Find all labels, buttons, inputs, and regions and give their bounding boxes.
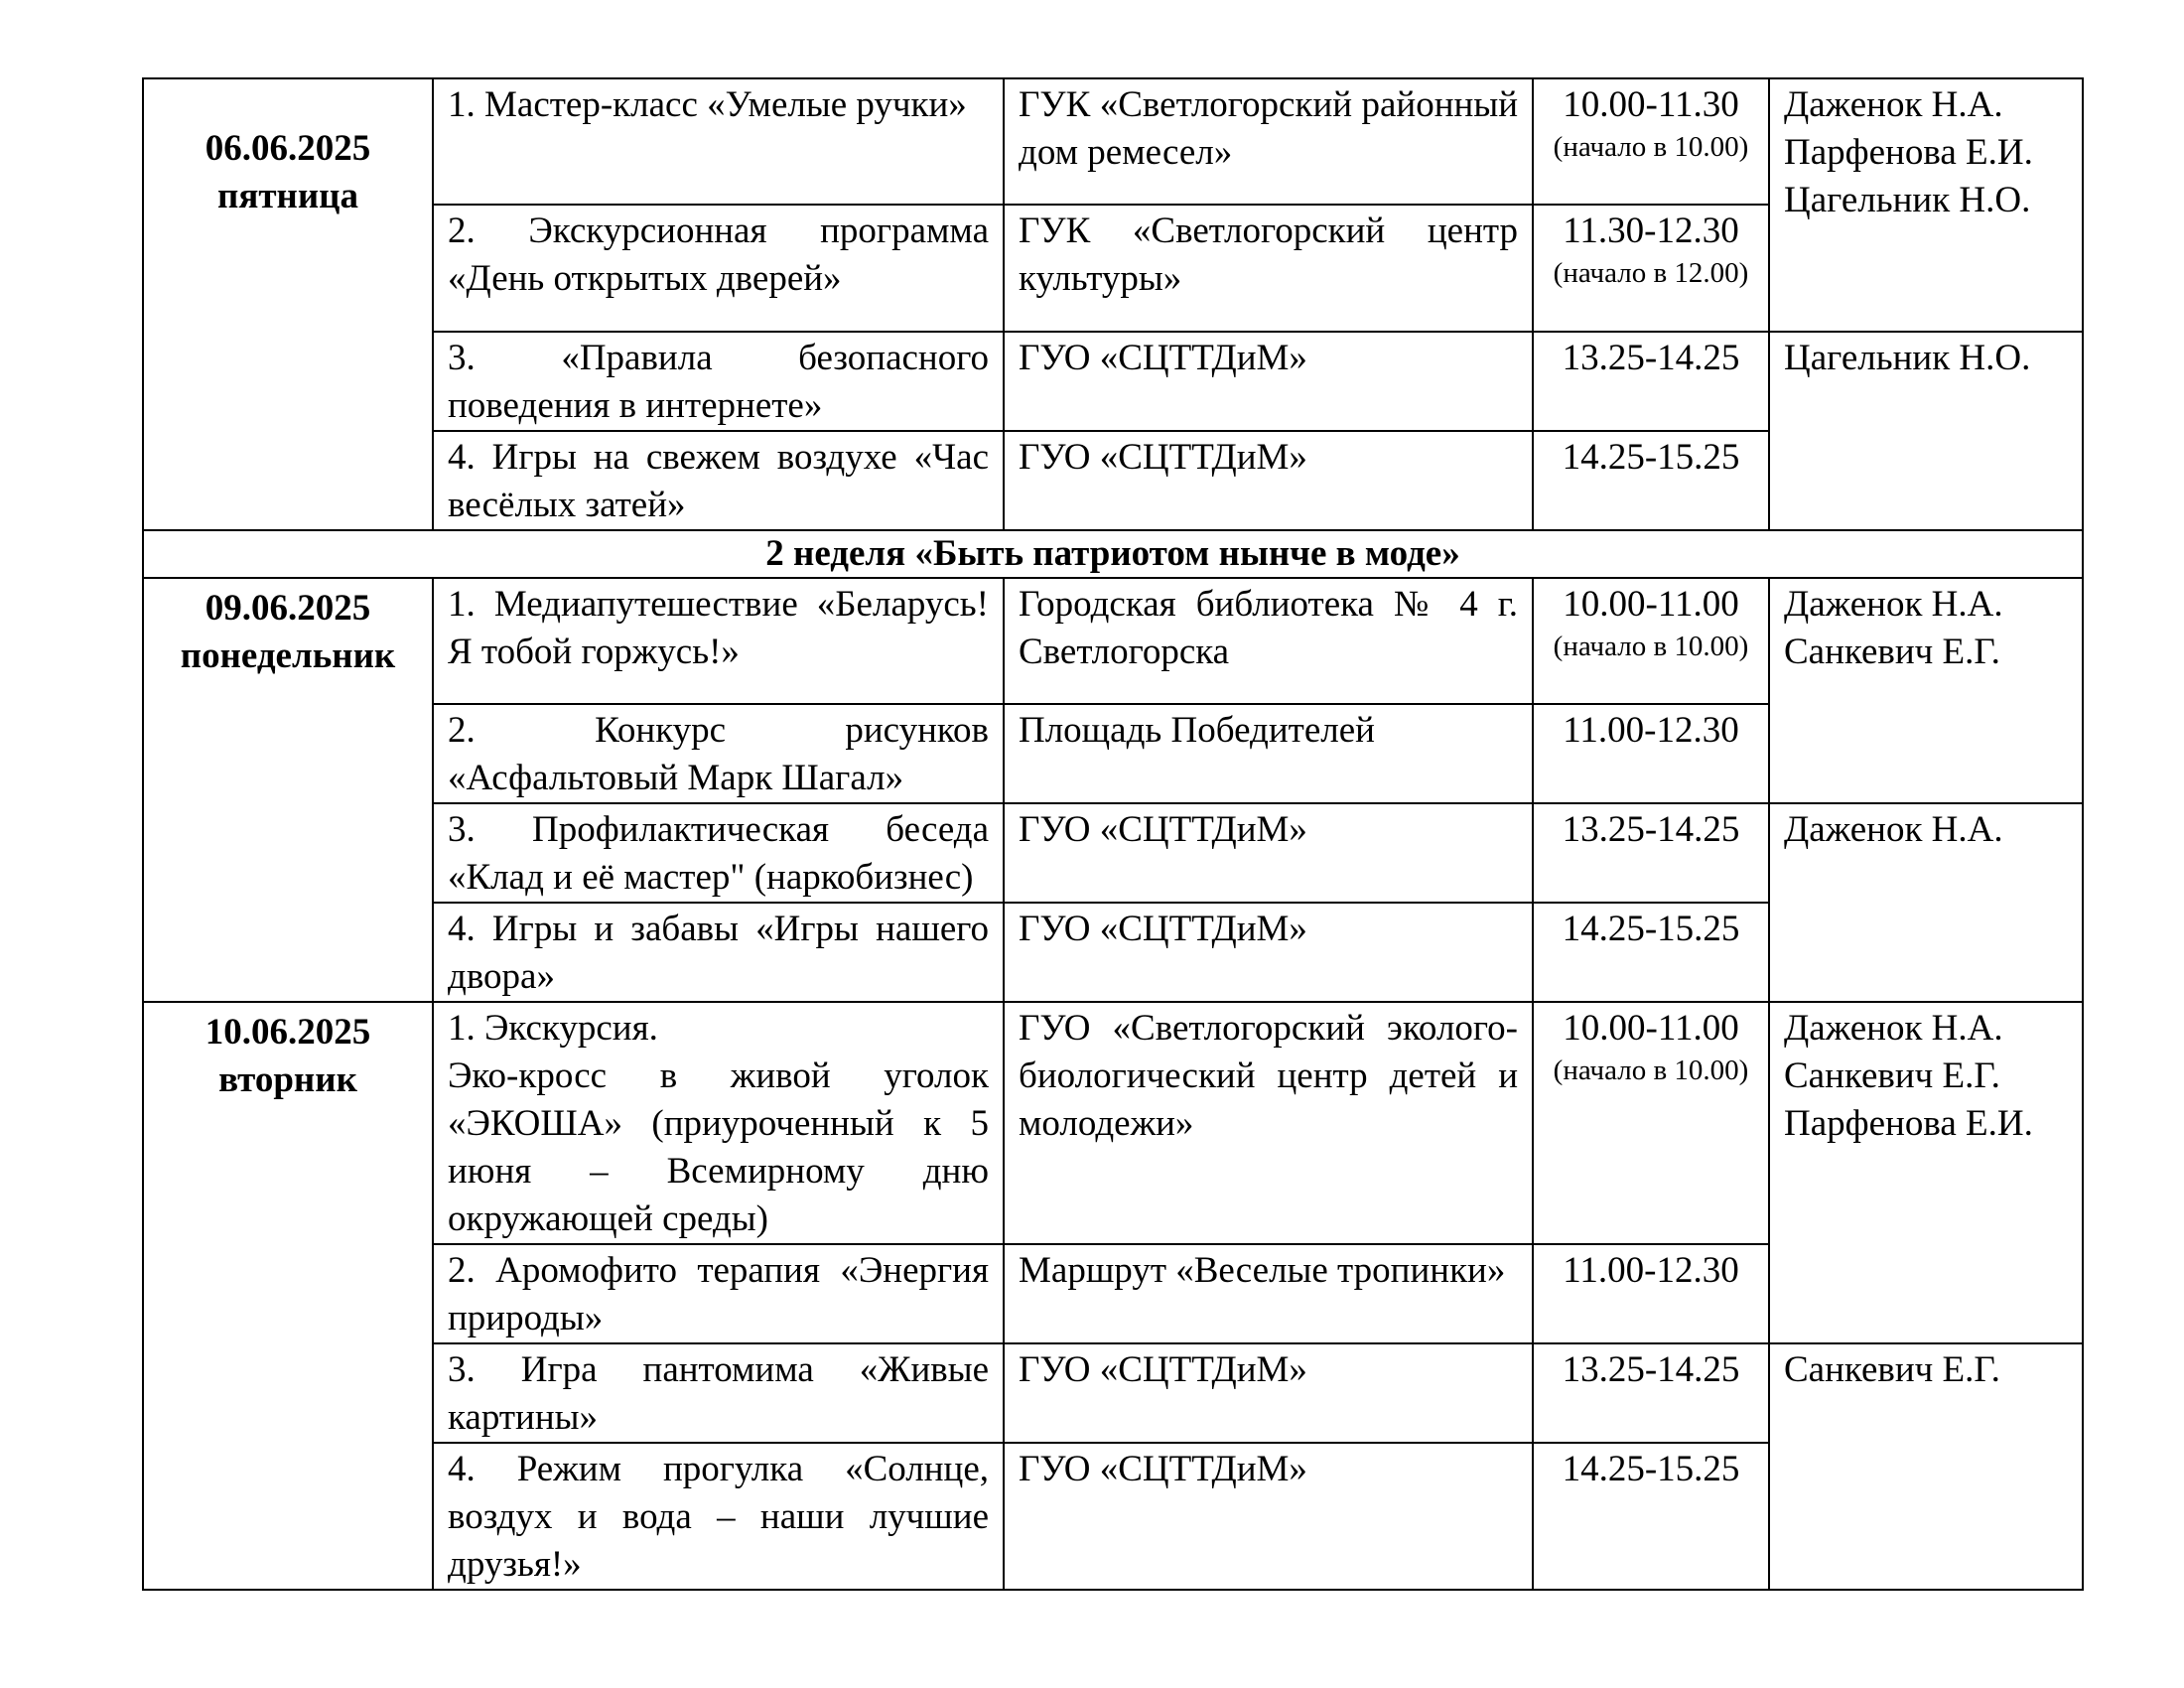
event-place: Площадь Победителей: [1004, 704, 1533, 803]
responsible-person: Санкевич Е.Г.: [1784, 1055, 2000, 1096]
schedule-table: [142, 77, 2084, 1591]
event-time: 10.00-11.30: [1563, 84, 1739, 125]
responsible-cell: [1769, 332, 2083, 530]
event-place: ГУК «Светлогорский районный дом ремесел»: [1004, 78, 1533, 205]
event-place: ГУО «СЦТТДиМ»: [1004, 903, 1533, 1002]
responsible-person: Цагельник Н.О.: [1784, 180, 2031, 220]
event-title-cell: [433, 1002, 1004, 1244]
responsible-person: Даженок Н.А.: [1784, 1008, 2003, 1049]
table-row: [143, 530, 2083, 578]
event-place: ГУО «СЦТТДиМ»: [1004, 1443, 1533, 1590]
event-title: 4. Игры на свежем воздухе «Час весёлых затей»: [433, 431, 1004, 530]
event-title: 2. Экскурсионная программа «День открытых дверей»: [433, 205, 1004, 332]
responsible-cell: [1769, 1002, 2083, 1343]
table-row: [143, 332, 2083, 431]
event-time: 14.25-15.25: [1533, 431, 1769, 530]
responsible-person: Даженок Н.А.: [1784, 84, 2003, 125]
event-title: 2. Конкурс рисунков «Асфальтовый Марк Шагал»: [433, 704, 1004, 803]
day-cell: [143, 78, 433, 530]
event-place: ГУО «СЦТТДиМ»: [1004, 332, 1533, 431]
day-cell: [143, 1002, 433, 1590]
responsible-person: Цагельник Н.О.: [1784, 338, 2031, 378]
event-time: 14.25-15.25: [1533, 1443, 1769, 1590]
event-start-note: (начало в 10.00): [1553, 631, 1749, 662]
event-title: 4. Режим прогулка «Солнце, воздух и вода – наши лучшие друзья!»: [433, 1443, 1004, 1590]
responsible-person: Санкевич Е.Г.: [1784, 1349, 2000, 1390]
day-weekday: понедельник: [180, 635, 396, 676]
event-place: ГУО «СЦТТДиМ»: [1004, 1343, 1533, 1443]
event-title: 1. Экскурсия.: [448, 1008, 658, 1049]
event-time: 10.00-11.00: [1563, 1008, 1739, 1049]
table-row: [143, 1343, 2083, 1443]
event-title: 1. Мастер-класс «Умелые ручки»: [433, 78, 1004, 205]
day-weekday: вторник: [218, 1059, 357, 1100]
event-time: 10.00-11.00: [1563, 584, 1739, 625]
event-time: 11.00-12.30: [1533, 1244, 1769, 1343]
responsible-cell: [1769, 78, 2083, 332]
day-cell: [143, 578, 433, 1002]
event-title: Эко-кросс в живой уголок «ЭКОША» (приуроченный к 5 июня – Всемирному дню окружающей среды): [448, 1055, 989, 1239]
event-time-cell: [1533, 78, 1769, 205]
responsible-person: Даженок Н.А.: [1784, 809, 2003, 850]
responsible-person: Парфенова Е.И.: [1784, 132, 2033, 173]
table-row: [143, 78, 2083, 205]
responsible-cell: [1769, 1343, 2083, 1590]
event-time-cell: [1533, 205, 1769, 332]
event-title: 1. Медиапутешествие «Беларусь! Я тобой горжусь!»: [433, 578, 1004, 704]
event-start-note: (начало в 10.00): [1553, 1055, 1749, 1086]
event-time: 13.25-14.25: [1533, 1343, 1769, 1443]
event-time-cell: [1533, 1002, 1769, 1244]
event-place: ГУО «СЦТТДиМ»: [1004, 803, 1533, 903]
event-start-note: (начало в 10.00): [1553, 131, 1749, 163]
responsible-cell: [1769, 803, 2083, 1002]
table-row: [143, 803, 2083, 903]
event-start-note: (начало в 12.00): [1553, 257, 1749, 289]
day-date: 09.06.2025: [205, 588, 371, 629]
event-title: 2. Аромофито терапия «Энергия природы»: [433, 1244, 1004, 1343]
table-row: [143, 1002, 2083, 1244]
event-time: 13.25-14.25: [1533, 332, 1769, 431]
event-time: 14.25-15.25: [1533, 903, 1769, 1002]
responsible-cell: [1769, 578, 2083, 803]
event-time: 11.30-12.30: [1563, 211, 1739, 251]
event-title: 3. «Правила безопасного поведения в интернете»: [433, 332, 1004, 431]
table-row: [143, 578, 2083, 704]
responsible-person: Санкевич Е.Г.: [1784, 632, 2000, 672]
event-place: ГУО «Светлогорский эколого-биологический центр детей и молодежи»: [1004, 1002, 1533, 1244]
event-time-cell: [1533, 578, 1769, 704]
day-date: 06.06.2025: [205, 128, 371, 169]
event-title: 3. Игра пантомима «Живые картины»: [433, 1343, 1004, 1443]
responsible-person: Парфенова Е.И.: [1784, 1103, 2033, 1144]
event-title: 4. Игры и забавы «Игры нашего двора»: [433, 903, 1004, 1002]
responsible-person: Даженок Н.А.: [1784, 584, 2003, 625]
week-header: 2 неделя «Быть патриотом нынче в моде»: [143, 530, 2083, 578]
event-place: Городская библиотека № 4 г. Светлогорска: [1004, 578, 1533, 704]
event-place: Маршрут «Веселые тропинки»: [1004, 1244, 1533, 1343]
event-time: 11.00-12.30: [1533, 704, 1769, 803]
day-weekday: пятница: [217, 176, 358, 216]
event-time: 13.25-14.25: [1533, 803, 1769, 903]
event-title: 3. Профилактическая беседа «Клад и её мастер" (наркобизнес): [433, 803, 1004, 903]
event-place: ГУО «СЦТТДиМ»: [1004, 431, 1533, 530]
day-date: 10.06.2025: [205, 1012, 371, 1053]
event-place: ГУК «Светлогорский центр культуры»: [1004, 205, 1533, 332]
